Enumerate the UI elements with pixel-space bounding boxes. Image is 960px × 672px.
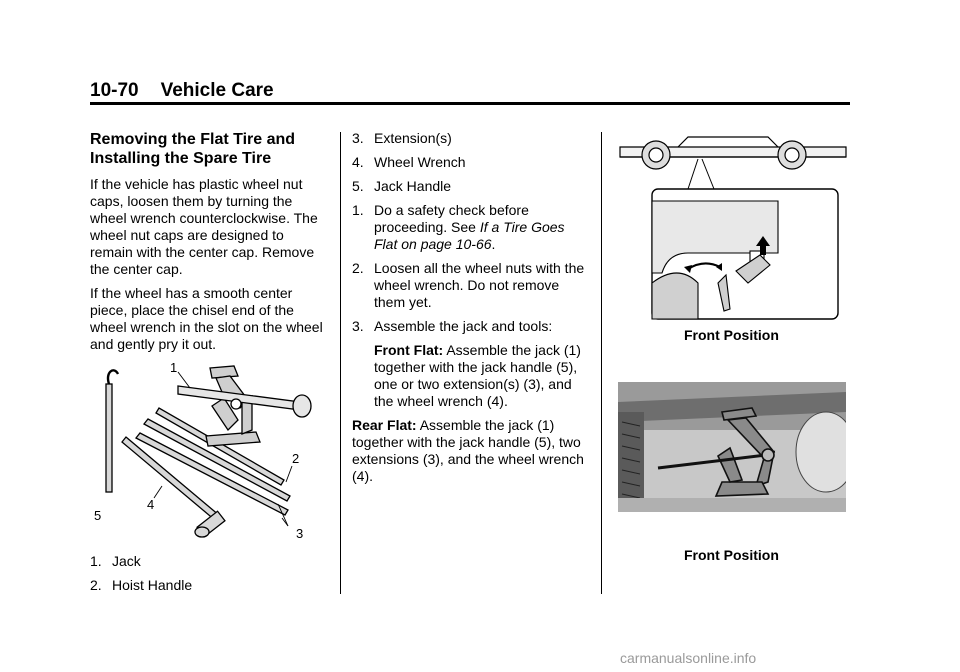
jack-handle-drawing [106,370,118,492]
callout-3: 3 [296,526,304,541]
page-number: 10-70 [90,80,139,101]
vehicle-jack-position-diagram [618,133,848,323]
section-heading: Removing the Flat Tire and Installing the Spare Tire [90,131,296,167]
underbody-jack-photo [618,382,846,512]
column-1 [90,130,326,360]
callout-2: 2 [292,451,300,466]
caption-front-position-2: Front Position [684,547,779,563]
column-divider-2 [601,132,602,594]
front-flat-instructions: Front Flat: Assemble the jack (1) together with the jack handle (5), one or two extension(s) (3), and the wheel wrench (4). [374,342,581,409]
step-1: 1. Do a safety check before proceeding. See If a Tire Goes Flat on page 10-66. [352,202,565,252]
header-rule [90,102,850,105]
watermark: carmanualsonline.info [620,650,757,666]
step-3: 3. Assemble the jack and tools: [352,318,553,334]
page-header [90,80,274,102]
tools-list-part-1 [90,553,326,601]
cross-reference: If a Tire Goes Flat on page 10-66 [374,219,565,252]
callout-1: 1 [170,360,178,375]
list-item: 4. Wheel Wrench [352,154,466,170]
list-item: 2. Hoist Handle [90,577,193,593]
list-item: 5. Jack Handle [352,178,452,194]
caption-front-position-1: Front Position [684,327,779,343]
paragraph-nut-caps: If the vehicle has plastic wheel nut caps, loosen them by turning the wheel wrench counterclockwise. The wheel nut caps are designed to remain with the center cap. Remove the center cap. [90,176,318,277]
column-divider-1 [340,132,341,594]
step-2: 2. Loosen all the wheel nuts with the wheel wrench. Do not remove them yet. [352,260,585,310]
list-item: 1. Jack [90,553,141,569]
wheel-rear [778,141,806,169]
hoist-handle-drawing [156,408,284,485]
rear-flat-instructions: Rear Flat: Assemble the jack (1) together with the jack handle (5), two extensions (3), and the wheel wrench (4). [352,417,584,484]
list-item: 3. Extension(s) [352,130,452,146]
wheel-front [642,141,670,169]
callout-4: 4 [147,497,155,512]
column-2 [352,130,588,492]
callout-5: 5 [94,508,102,523]
paragraph-center-piece: If the wheel has a smooth center piece, place the chisel end of the wheel wrench in the slot on the wheel and gently pry it out. [90,285,323,352]
section-title: Vehicle Care [160,80,274,101]
